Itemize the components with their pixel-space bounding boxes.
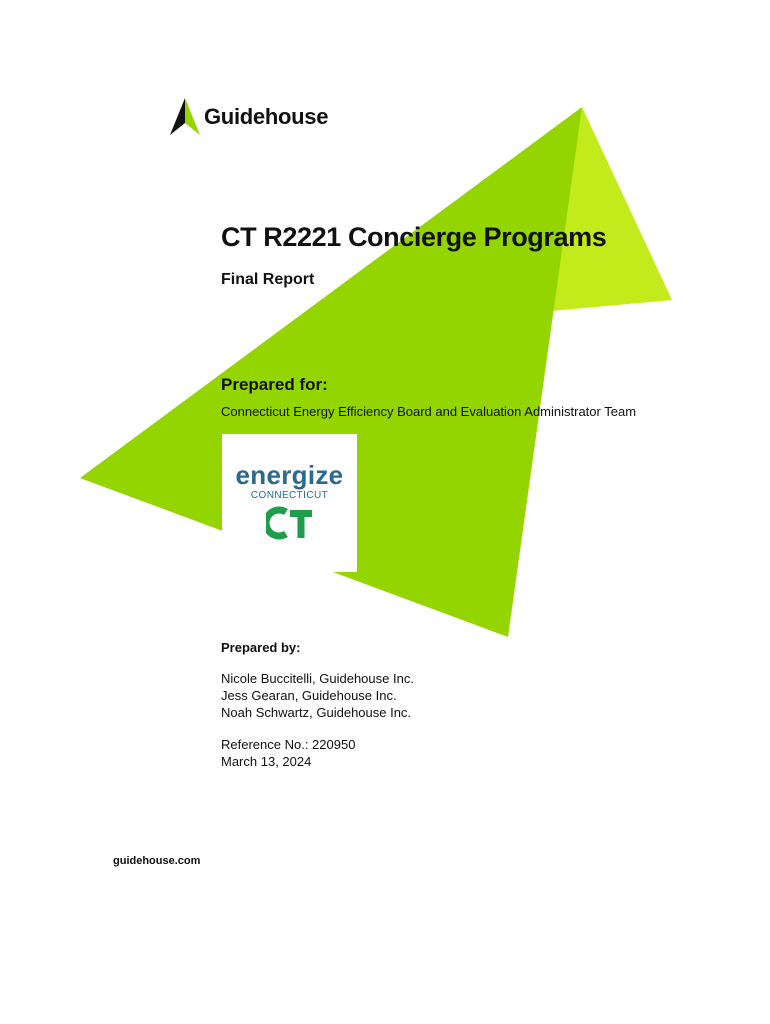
- prepared-for-organization: Connecticut Energy Efficiency Board and Evaluation Administrator Team: [221, 404, 637, 419]
- report-date: March 13, 2024: [221, 754, 312, 769]
- reference-block: [221, 736, 355, 770]
- author-item: Jess Gearan, Guidehouse Inc.: [221, 688, 397, 703]
- report-title: CT R2221 Concierge Programs: [221, 222, 607, 252]
- connecticut-wordmark: CONNECTICUT: [250, 490, 329, 501]
- guidehouse-arrow-icon: [170, 97, 200, 137]
- energize-wordmark: energize: [235, 460, 344, 490]
- author-item: Nicole Buccitelli, Guidehouse Inc.: [221, 671, 414, 686]
- guidehouse-wordmark: Guidehouse: [204, 104, 329, 129]
- reference-number: Reference No.: 220950: [221, 737, 356, 752]
- report-subtitle: Final Report: [221, 271, 315, 288]
- energize-ct-logo: [222, 434, 357, 572]
- author-item: Noah Schwartz, Guidehouse Inc.: [221, 705, 412, 720]
- prepared-by-heading: Prepared by:: [221, 640, 301, 655]
- prepared-for-heading: Prepared for:: [221, 375, 328, 394]
- guidehouse-logo: [170, 97, 328, 137]
- ct-monogram-icon: [266, 504, 314, 542]
- author-list: [221, 670, 414, 721]
- footer-website: guidehouse.com: [113, 855, 201, 867]
